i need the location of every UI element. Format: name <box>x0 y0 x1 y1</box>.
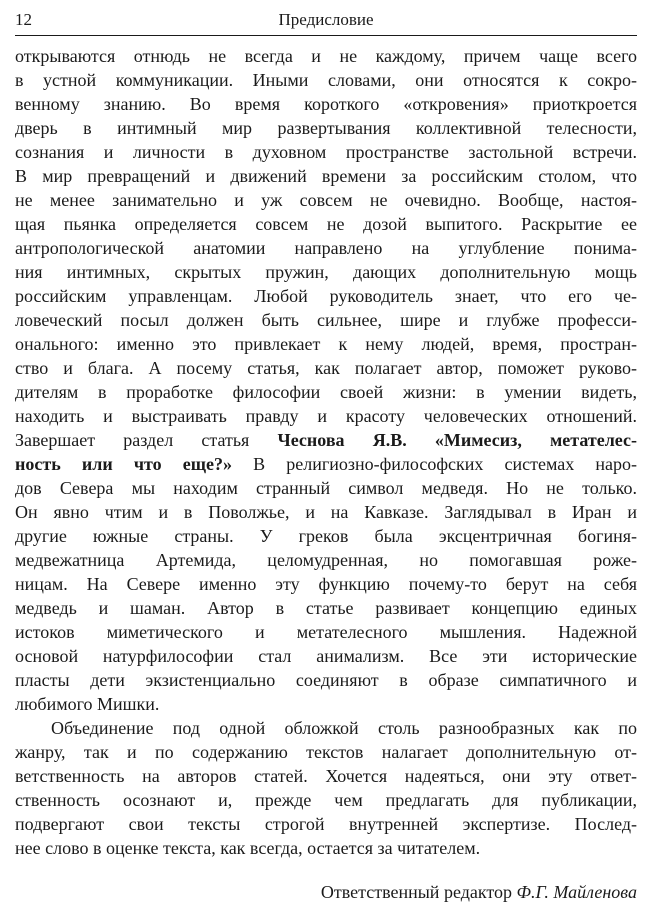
cited-article-author-title: Чеснова Я.В. «Мимесиз, метателес- <box>277 430 637 450</box>
text-line: пласты дети экзистенциально соединяют в образе симпатичного и <box>15 670 637 690</box>
text-line: жанру, так и по содержанию текстов налагает дополнительную от- <box>15 742 637 762</box>
text-line <box>15 428 637 452</box>
running-head <box>15 8 637 32</box>
text-line: сознания и личности в духовном пространстве застольной встречи. <box>15 142 637 162</box>
text-line: медвежатница Артемида, целомудренная, но помогавшая роже- <box>15 550 637 570</box>
text-line: нее слово в оценке текста, как всегда, остается за читателем. <box>15 838 481 858</box>
text-line: открываются отнюдь не всегда и не каждому, причем чаще всего <box>15 46 637 66</box>
text-line: венному знанию. Во время короткого «откровения» приоткроется <box>15 94 637 114</box>
editor-role: Ответственный редактор <box>320 882 517 902</box>
paragraph-1 <box>15 44 637 716</box>
text-line: ловеческий посыл должен быть сильнее, шире и глубже професси- <box>15 310 637 330</box>
text-line: в устной коммуникации. Иными словами, они относятся к сокро- <box>15 70 637 90</box>
text-line: Он явно чтим и в Поволжье, и на Кавказе. Заглядывал в Иран и <box>15 502 637 522</box>
text-line: дверь в интимный мир развертывания коллективной телесности, <box>15 118 637 138</box>
text-line: находить и выстраивать правду и красоту человеческих отношений. <box>15 406 637 426</box>
text-line: ственность осознают и, прежде чем предлагать для публикации, <box>15 790 637 810</box>
text-line: медведь и шаман. Автор в статье развивает концепцию единых <box>15 598 637 618</box>
text-line: дителям в проработке философии своей жизни: в умении видеть, <box>15 382 637 402</box>
cited-article-title-end: ность или что еще?» <box>15 454 232 474</box>
text-line: дов Севера мы находим странный символ медведя. Но не только. <box>15 478 637 498</box>
text-line: не менее занимательно и уж совсем не очевидно. Вообще, настоя- <box>15 190 637 210</box>
body-text <box>15 44 637 860</box>
text-line: основой натурфилософии стал анимализм. Все эти исторические <box>15 646 637 666</box>
text-line: В мир превращений и движений времени за российским столом, что <box>15 166 637 186</box>
text-line: любимого Мишки. <box>15 694 160 714</box>
text-line: ветственность на авторов статей. Хочется надеяться, они эту ответ- <box>15 766 637 786</box>
text-line: ницам. На Севере именно эту функцию почему-то берут на себя <box>15 574 637 594</box>
text-run: В религиозно-философских системах наро- <box>231 454 637 474</box>
text-line: ния интимных, скрытых пружин, дающих дополнительную мощь <box>15 262 637 282</box>
text-line: антропологической анатомии направлено на углубление понима- <box>15 238 637 258</box>
page-number: 12 <box>15 10 32 29</box>
text-run: Завершает раздел статья <box>15 430 278 450</box>
editor-name: Ф.Г. Майленова <box>516 882 637 902</box>
text-line: подвергают свои тексты строгой внутренней экспертизе. Послед- <box>15 814 637 834</box>
text-line: онального: именно это привлекает к нему людей, время, простран- <box>15 334 637 354</box>
text-line: истоков миметического и метателесного мышления. Надежной <box>15 622 637 642</box>
paragraph-2 <box>15 716 637 860</box>
text-line: щая пьянка определяется совсем не дозой выпитого. Раскрытие ее <box>15 214 637 234</box>
section-title: Предисловие <box>278 10 374 29</box>
text-line: другие южные страны. У греков была эксцентричная богиня- <box>15 526 637 546</box>
text-line <box>15 452 637 476</box>
text-line: Объединение под одной обложкой столь разнообразных как по <box>51 718 637 738</box>
header-rule <box>15 35 637 36</box>
text-line: российским управленцам. Любой руководитель знает, что его че- <box>15 286 637 306</box>
editor-signature <box>321 880 637 904</box>
text-line: ство и блага. А посему статья, как полагает автор, поможет руково- <box>15 358 637 378</box>
